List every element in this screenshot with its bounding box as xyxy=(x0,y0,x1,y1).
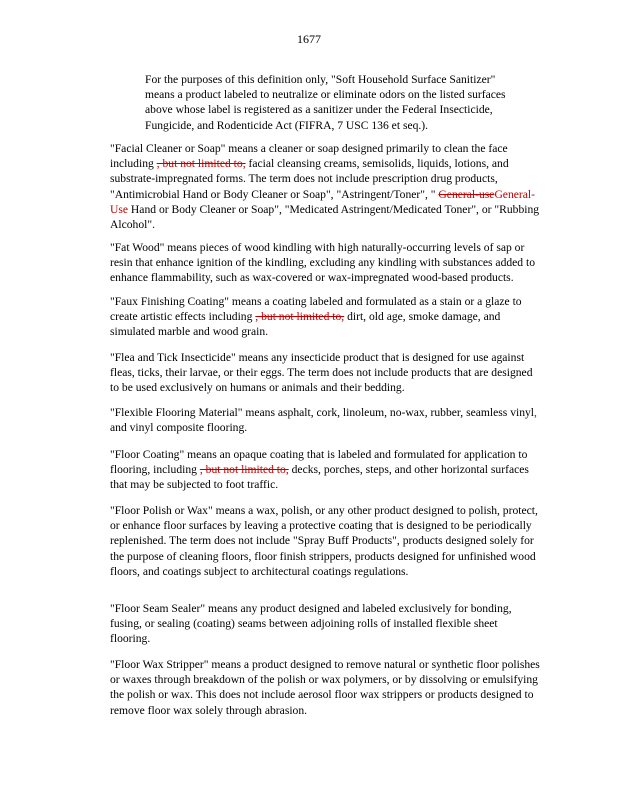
text-segment: "Fat Wood" means pieces of wood kindling with high naturally-occurring levels of sap or resin that enhance ignition of the kindling, excluding any kindling with substances added to enhance flammability, such as wax-covered or wax-impregnated wood-based products. xyxy=(110,241,536,285)
definition-faux-finishing-coating xyxy=(110,294,540,340)
text-segment: "Flexible Flooring Material" means asphalt, cork, linoleum, no-wax, rubber, seamless vinyl xyxy=(110,406,535,419)
text-segment: "Flea and Tick Insecticide" means any insecticide product that is designed for use against fleas, ticks, their larvae, or their eggs. The term does not include products that are designed to be used exclusively on humans or animals and their bedding. xyxy=(110,351,533,395)
deleted-text: , but not limited to, xyxy=(199,463,289,477)
inserted-text: , xyxy=(534,406,537,419)
deleted-text: , but not limited to, xyxy=(156,157,246,171)
definition-floor-coating xyxy=(110,447,540,493)
inserted-text: General-Use xyxy=(110,187,535,216)
definition-fat-wood xyxy=(110,240,540,286)
definition-floor-polish-or-wax xyxy=(110,503,540,579)
definition-flea-and-tick-insecticide xyxy=(110,350,540,396)
text-segment: "Floor Wax Stripper" means a product designed to remove natural or synthetic floor polishes or waxes through breakdown of the polish or wax polymers, or by dissolving or emulsifying the polish or wax. This does not include aerosol floor wax strippers or products designed to remove floor wax solely through abrasion. xyxy=(110,658,540,717)
text-segment: facial cleansing creams, semisolids, liquids, lotions, and substrate-impregnated forms. The term does not include prescription drug products, "Antimicrobial Hand or Body Cleaner or Soap", "Astringent/Toner", " xyxy=(110,157,509,201)
deleted-text: , but not limited to, xyxy=(255,310,345,324)
text-segment: For the purposes of this definition only, "Soft Household Surface Sanitizer" means a product labeled to neutralize or eliminate odors on the listed surfaces above whose label is registered as a sanitizer under the Federal Insecticide, Fungicide, and Rodenticide Act (FIFRA, 7 USC 136 et seq.). xyxy=(145,73,506,132)
definition-facial-cleaner-or-soap xyxy=(110,141,540,232)
text-segment: dirt, old age, smoke damage, and simulated marble and wood grain. xyxy=(110,310,501,339)
text-segment: "Floor Coating" means an opaque coating that is labeled and formulated for application to flooring, including xyxy=(110,448,528,477)
definition-floor-wax-stripper xyxy=(110,657,540,718)
text-segment: Hand or Body Cleaner or Soap", "Medicated Astringent/Medicated Toner", or "Rubbing Alcohol". xyxy=(110,202,540,232)
definition-flexible-flooring-material xyxy=(110,405,540,435)
definition-floor-seam-sealer xyxy=(110,601,540,647)
definition-note-soft-household-surface-sanitizer xyxy=(145,72,520,133)
text-segment: decks, porches, steps, and other horizontal surfaces that may be subjected to foot traffic. xyxy=(110,463,529,492)
page-number: 1677 xyxy=(297,32,321,46)
text-segment: "Floor Seam Sealer" means any product designed and labeled exclusively for bonding, fusing, or sealing (coating) seams between adjoining rolls of installed flexible sheet flooring. xyxy=(110,602,512,646)
text-segment: and vinyl composite flooring. xyxy=(110,421,248,435)
text-segment: "Faux Finishing Coating" means a coating labeled and formulated as a stain or a glaze to create artistic effects including xyxy=(110,295,522,324)
deleted-text: General-use xyxy=(438,187,495,201)
text-segment: "Floor Polish or Wax" means a wax, polish, or any other product designed to polish, protect, or enhance floor surfaces by leaving a protective coating that is designed to be periodically replenished. The term does not include "Spray Buff Products", products designed solely for the purpose of cleaning floors, floor finish strippers, products designed for unfinished wood floors, and coatings subject to architectural coatings regulations. xyxy=(110,504,538,578)
text-segment: "Facial Cleaner or Soap" means a cleaner or soap designed primarily to clean the face including xyxy=(110,142,508,171)
